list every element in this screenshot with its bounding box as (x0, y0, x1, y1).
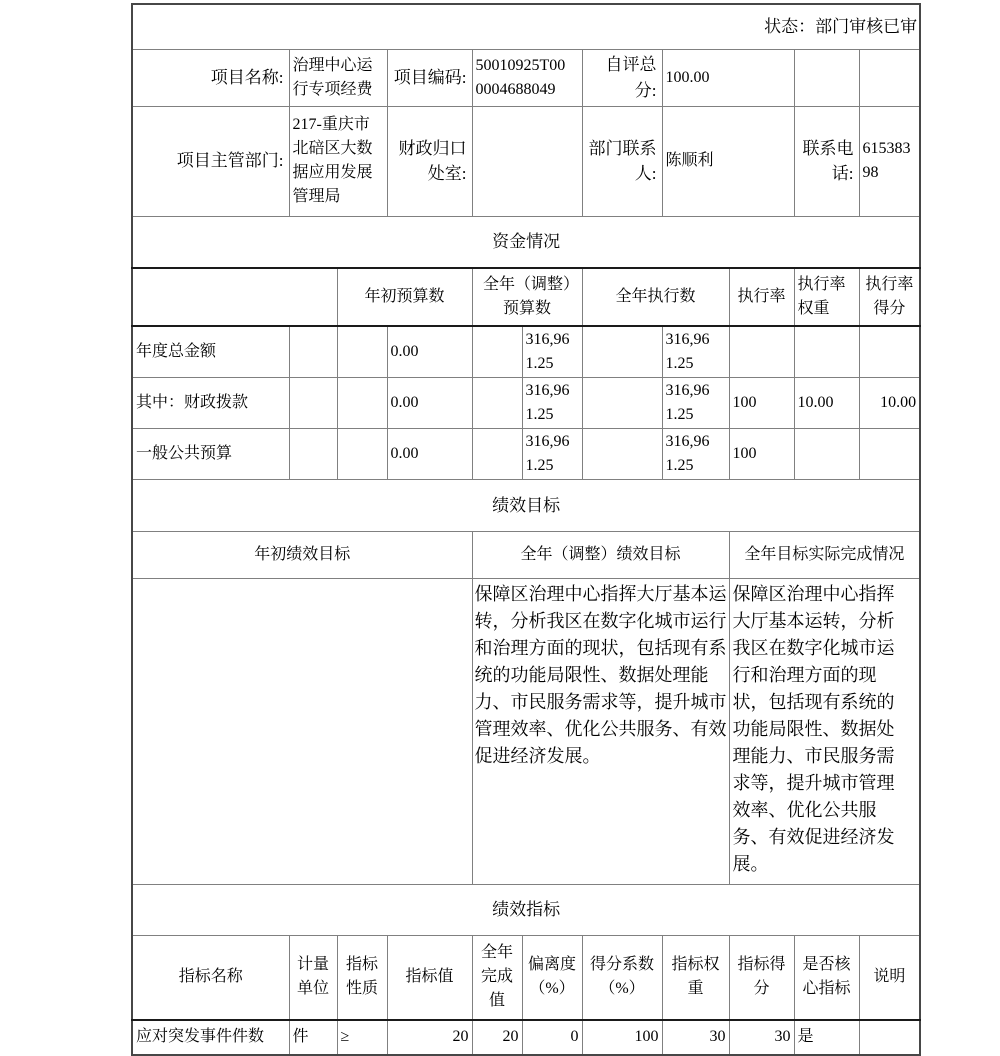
indicator-header-completed: 全年完成值 (472, 936, 522, 1020)
funding-row-label: 其中：财政拨款 (132, 378, 289, 429)
empty-cell (289, 326, 337, 378)
executed-value: 316,961.25 (662, 429, 729, 480)
funding-header-executed: 全年执行数 (582, 268, 729, 326)
indicator-name: 应对突发事件件数 (132, 1020, 289, 1055)
funding-header-rate: 执行率 (729, 268, 794, 326)
project-name-label: 项目名称: (132, 49, 289, 106)
goals-content-row (132, 579, 920, 885)
indicator-weight: 30 (662, 1020, 729, 1055)
project-info-row-2 (132, 106, 920, 216)
funding-row-label: 年度总金额 (132, 326, 289, 378)
rate-score-value (859, 429, 920, 480)
rate-weight-value: 10.00 (794, 378, 859, 429)
goals-actual-text: 保障区治理中心指挥大厅基本运转，分析我区在数字化城市运行和治理方面的现状，包括现有系统的功能局限性、数据处理能力、市民服务需求等，提升城市管理效率、优化公共服务、有效促进经济发展。 (729, 579, 920, 885)
project-info-row-1 (132, 49, 920, 106)
adjusted-budget-value: 316,961.25 (522, 326, 582, 378)
indicator-note (859, 1020, 920, 1055)
indicator-header-note: 说明 (859, 936, 920, 1020)
goals-adjusted-text: 保障区治理中心指挥大厅基本运转，分析我区在数字化城市运行和治理方面的现状，包括现有系统的功能局限性、数据处理能力、市民服务需求等，提升城市管理效率、优化公共服务、有效促进经济发展。 (472, 579, 729, 885)
adjusted-budget-value: 316,961.25 (522, 429, 582, 480)
indicators-section-title: 绩效指标 (132, 885, 920, 936)
empty-cell (582, 429, 662, 480)
indicator-target: 20 (387, 1020, 472, 1055)
indicator-is-core: 是 (794, 1020, 859, 1055)
funding-section-title: 资金情况 (132, 216, 920, 268)
performance-report-table (131, 3, 921, 1056)
goals-header-actual: 全年目标实际完成情况 (729, 532, 920, 579)
indicator-header-score-coef: 得分系数（%） (582, 936, 662, 1020)
indicator-header-nature: 指标性质 (337, 936, 387, 1020)
contact-label: 部门联系人: (582, 106, 662, 216)
indicator-completed: 20 (472, 1020, 522, 1055)
indicators-header-row (132, 936, 920, 1020)
self-score-value: 100.00 (662, 49, 794, 106)
rate-value: 100 (729, 429, 794, 480)
rate-value (729, 326, 794, 378)
phone-value: 61538398 (859, 106, 920, 216)
empty-cell (582, 326, 662, 378)
indicator-header-deviation: 偏离度（%） (522, 936, 582, 1020)
empty-cell (132, 268, 337, 326)
funding-header-adjusted-budget: 全年（调整）预算数 (472, 268, 582, 326)
phone-label: 联系电话: (794, 106, 859, 216)
self-score-label: 自评总分: (582, 49, 662, 106)
empty-cell (337, 326, 387, 378)
status-text: 状态：部门审核已审 (132, 4, 920, 49)
goals-header-initial: 年初绩效目标 (132, 532, 472, 579)
goals-header-row (132, 532, 920, 579)
dept-value: 217-重庆市北碚区大数据应用发展管理局 (289, 106, 387, 216)
executed-value: 316,961.25 (662, 326, 729, 378)
funding-row-fiscal-appropriation (132, 378, 920, 429)
executed-value: 316,961.25 (662, 378, 729, 429)
finance-office-value (472, 106, 582, 216)
indicator-unit: 件 (289, 1020, 337, 1055)
rate-score-value (859, 326, 920, 378)
indicator-header-weight: 指标权重 (662, 936, 729, 1020)
funding-header-initial-budget: 年初预算数 (337, 268, 472, 326)
empty-cell (289, 429, 337, 480)
indicators-title-row (132, 885, 920, 936)
funding-header-row (132, 268, 920, 326)
goals-header-adjusted: 全年（调整）绩效目标 (472, 532, 729, 579)
rate-value: 100 (729, 378, 794, 429)
rate-weight-value (794, 326, 859, 378)
indicator-header-score: 指标得分 (729, 936, 794, 1020)
status-row (132, 4, 920, 49)
funding-title-row (132, 216, 920, 268)
indicator-nature: ≥ (337, 1020, 387, 1055)
empty-cell (859, 49, 920, 106)
dept-label: 项目主管部门: (132, 106, 289, 216)
indicator-score-coef: 100 (582, 1020, 662, 1055)
goals-initial-text (132, 579, 472, 885)
indicator-score: 30 (729, 1020, 794, 1055)
project-code-label: 项目编码: (387, 49, 472, 106)
indicator-deviation: 0 (522, 1020, 582, 1055)
empty-cell (472, 429, 522, 480)
empty-cell (472, 378, 522, 429)
funding-row-annual-total (132, 326, 920, 378)
empty-cell (289, 378, 337, 429)
project-code-value: 50010925T000004688049 (472, 49, 582, 106)
empty-cell (337, 378, 387, 429)
goals-section-title: 绩效目标 (132, 480, 920, 532)
funding-row-label: 一般公共预算 (132, 429, 289, 480)
empty-cell (794, 49, 859, 106)
funding-header-rate-weight: 执行率权重 (794, 268, 859, 326)
indicator-header-name: 指标名称 (132, 936, 289, 1020)
indicator-header-is-core: 是否核心指标 (794, 936, 859, 1020)
indicator-header-unit: 计量单位 (289, 936, 337, 1020)
funding-row-general-public-budget (132, 429, 920, 480)
goals-title-row (132, 480, 920, 532)
contact-value: 陈顺利 (662, 106, 794, 216)
adjusted-budget-value: 316,961.25 (522, 378, 582, 429)
rate-weight-value (794, 429, 859, 480)
project-name-value: 治理中心运行专项经费 (289, 49, 387, 106)
initial-budget-value: 0.00 (387, 429, 472, 480)
initial-budget-value: 0.00 (387, 326, 472, 378)
empty-cell (337, 429, 387, 480)
funding-header-rate-score: 执行率得分 (859, 268, 920, 326)
empty-cell (472, 326, 522, 378)
finance-office-label: 财政归口处室: (387, 106, 472, 216)
empty-cell (582, 378, 662, 429)
rate-score-value: 10.00 (859, 378, 920, 429)
indicator-data-row (132, 1020, 920, 1055)
initial-budget-value: 0.00 (387, 378, 472, 429)
indicator-header-target: 指标值 (387, 936, 472, 1020)
